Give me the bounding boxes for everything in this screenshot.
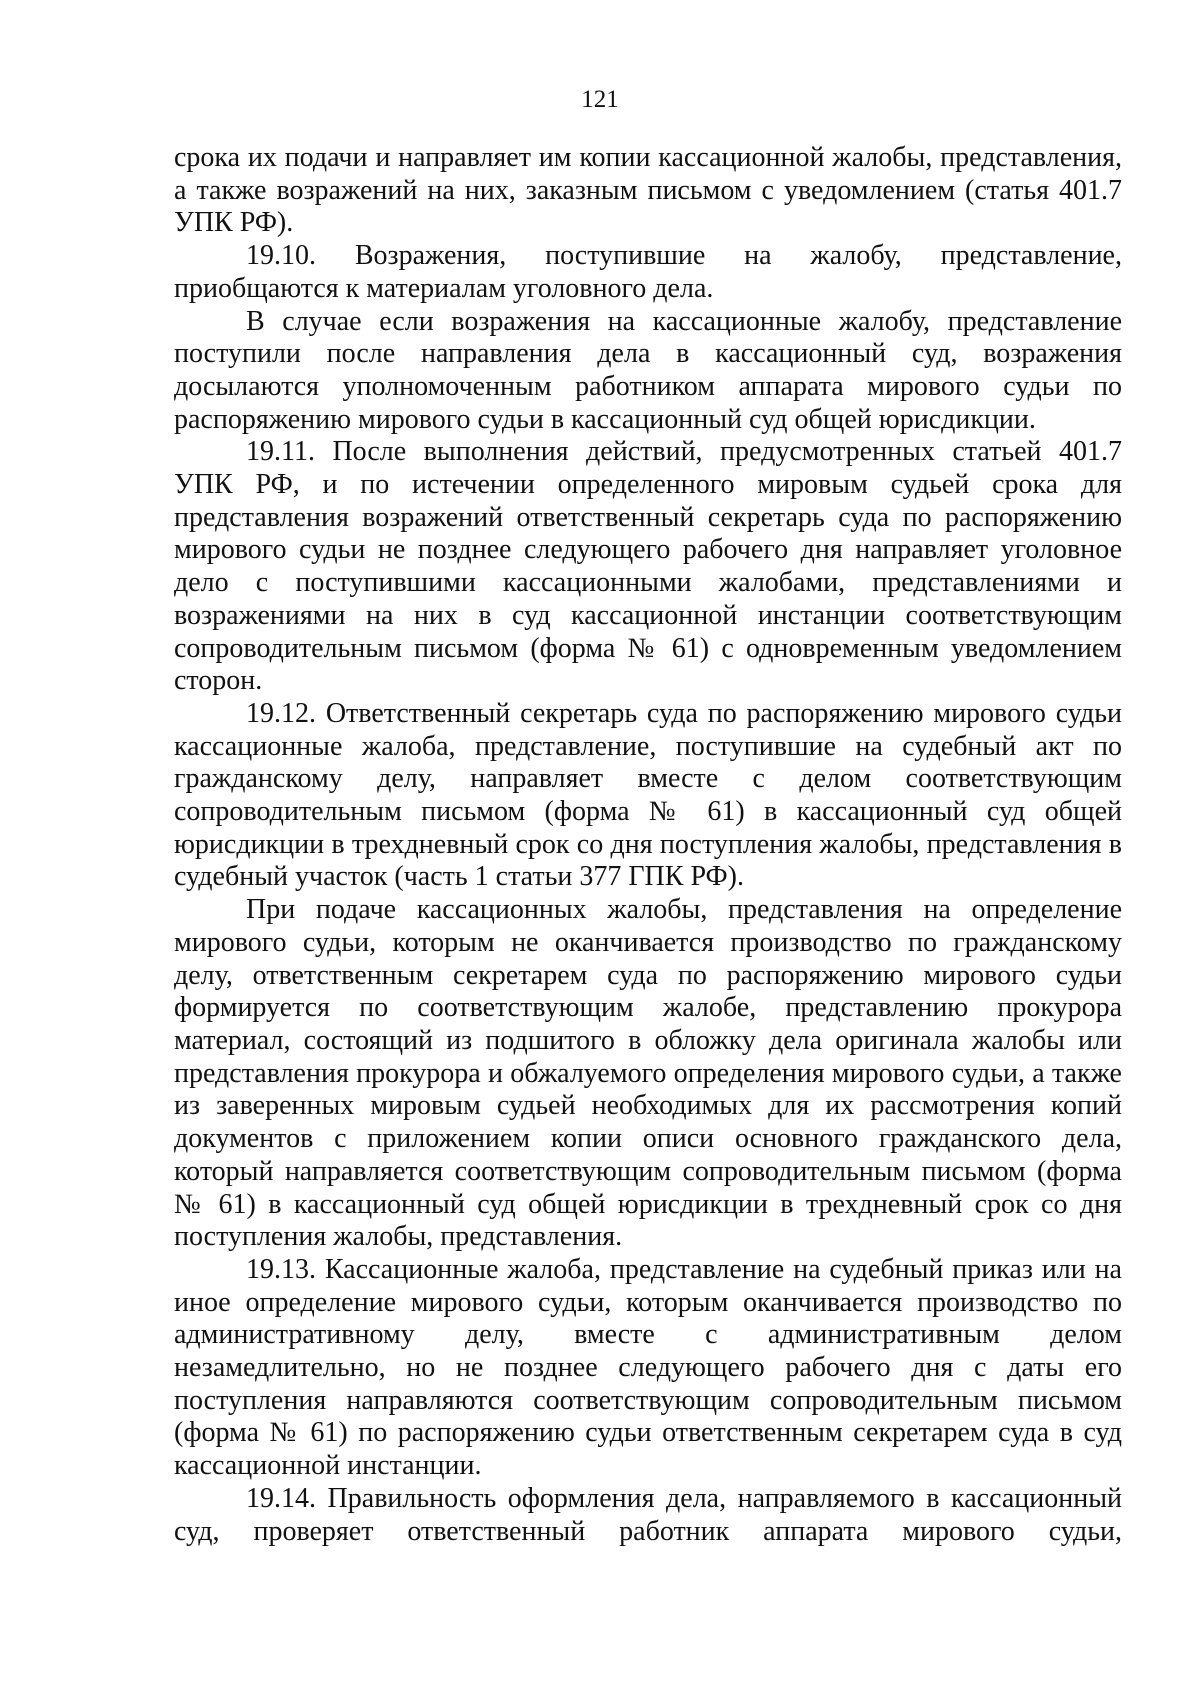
paragraph-19-13: 19.13. Кассационные жалоба, представление на судебный приказ или на иное определение мирового судьи, которым оканчивается производство по административному делу, вместе с административным делом незамедлительно, но не позднее следующего рабочего дня с даты его поступления направляются соответствующим сопроводительным письмом (форма № 61) по распоряжению судьи ответственным секретарем суда в суд кассационной инстанции. <box>174 1253 1122 1482</box>
paragraph-19-10: 19.10. Возражения, поступившие на жалобу, представление, приобщаются к материалам уголовного дела. <box>174 240 1122 304</box>
paragraph-continuation: срока их подачи и направляет им копии кассационной жалобы, представления, а также возражений на них, заказным письмом с уведомлением (статья 401.7 УПК РФ). <box>174 142 1122 239</box>
paragraph-19-11: 19.11. После выполнения действий, предусмотренных статьей 401.7 УПК РФ, и по истечении определенного мировым судьей срока для представления возражений ответственный секретарь суда по распоряжению мирового судьи не позднее следующего рабочего дня направляет уголовное дело с поступившими кассационными жалобами, представлениями и возражениями на них в суд кассационной инстанции соответствующим сопроводительным письмом (форма № 61) с одновременным уведомлением сторон. <box>174 436 1122 697</box>
document-body <box>174 142 1122 1548</box>
paragraph-19-14: 19.14. Правильность оформления дела, направляемого в кассационный суд, проверяет ответственный работник аппарата мирового судьи, <box>174 1482 1122 1547</box>
paragraph-19-12: 19.12. Ответственный секретарь суда по распоряжению мирового судьи кассационные жалоба, представление, поступившие на судебный акт по гражданскому делу, направляет вместе с делом соответствующим сопроводительным письмом (форма № 61) в кассационный суд общей юрисдикции в трехдневный срок со дня поступления жалобы, представления в судебный участок (часть 1 статьи 377 ГПК РФ). <box>174 697 1122 893</box>
paragraph-objections-case: В случае если возражения на кассационные жалобу, представление поступили после направления дела в кассационный суд, возражения досылаются уполномоченным работником аппарата мирового судьи по распоряжению мирового судьи в кассационный суд общей юрисдикции. <box>174 305 1122 435</box>
page-number: 121 <box>581 86 619 113</box>
paragraph-cassation-filing: При подаче кассационных жалобы, представления на определение мирового судьи, которым не оканчивается производство по гражданскому делу, ответственным секретарем суда по распоряжению мирового судьи формируется по соответствующим жалобе, представлению прокурора материал, состоящий из подшитого в обложку дела оригинала жалобы или представления прокурора и обжалуемого определения мирового судьи, а также из заверенных мировым судьей необходимых для их рассмотрения копий документов с приложением копии описи основного гражданского дела, который направляется соответствующим сопроводительным письмом (форма № 61) в кассационный суд общей юрисдикции в трехдневный срок со дня поступления жалобы, представления. <box>174 894 1122 1253</box>
